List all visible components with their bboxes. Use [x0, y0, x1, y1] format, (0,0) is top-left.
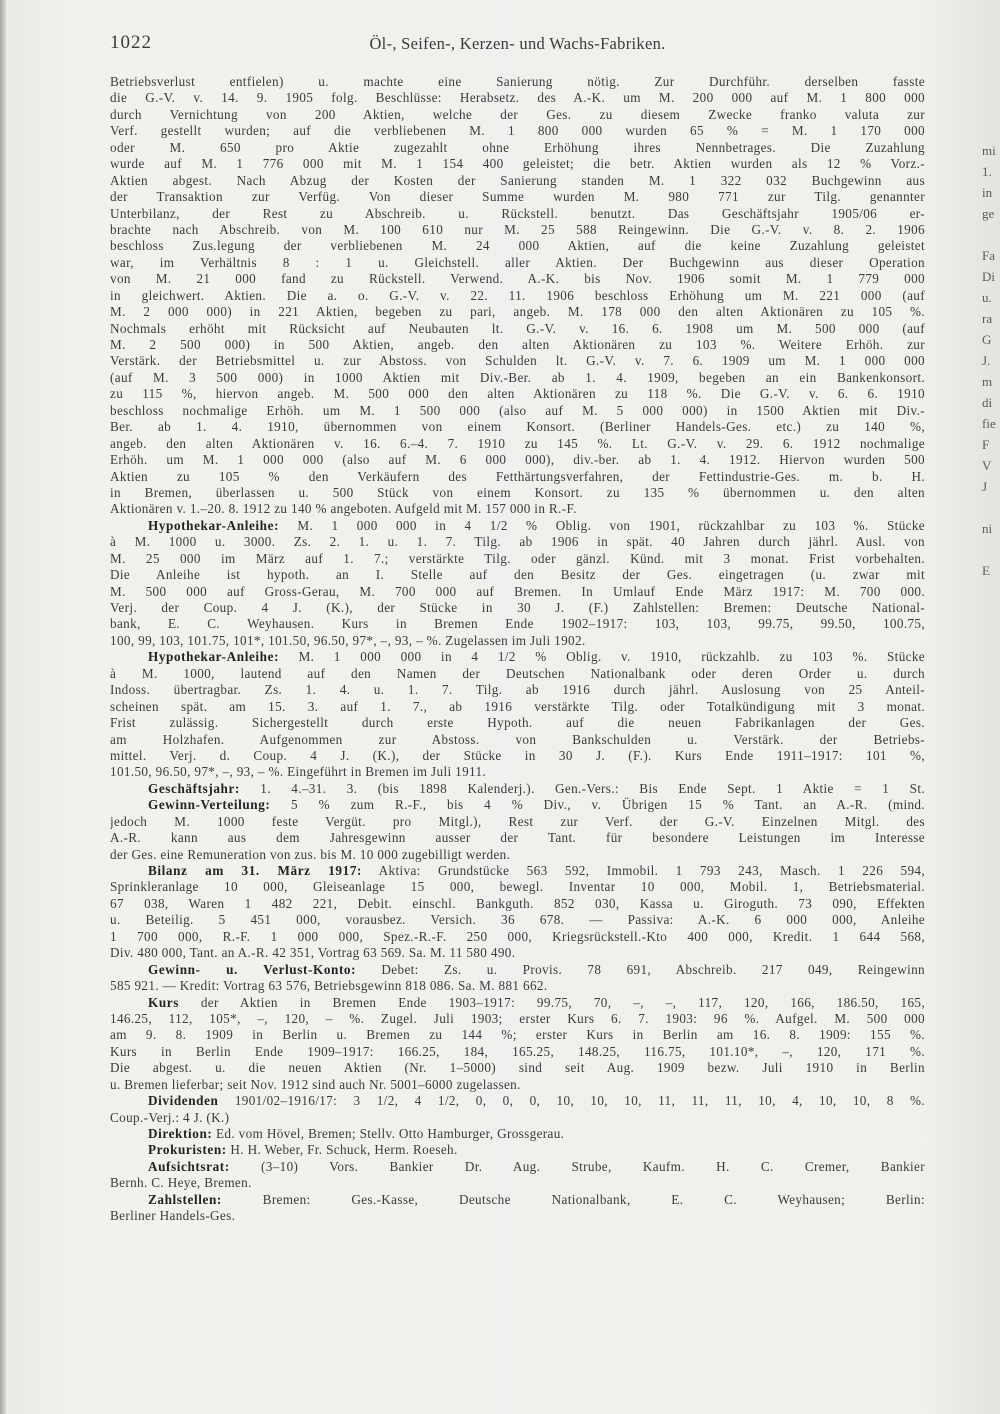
line-text: Ed. vom Hövel, Bremen; Stellv. Otto Hamburger, Grossgerau. — [216, 1126, 565, 1141]
text-line — [110, 534, 925, 550]
line-text: der Aktien in Bremen Ende 1903–1917: 99.75, 70, –, –, 117, 120, 166, 186.50, 165, — [200, 994, 925, 1010]
line-text: Verf. gestellt wurden; auf die verbliebenen M. 1 800 000 wurden 65 % = M. 1 170 000 — [110, 123, 925, 139]
text-line — [110, 238, 925, 254]
text-line — [110, 978, 925, 994]
line-text: Kurs in Berlin Ende 1909–1917: 166.25, 184, 165.25, 148.25, 116.75, 101.10*, –, 120, 171 %. — [110, 1043, 925, 1059]
bleed-fragment: ni — [982, 521, 993, 536]
section-label: Aufsichtsrat: — [148, 1158, 230, 1174]
line-text: 1. 4.–31. 3. (bis 1898 Kalenderj.). Gen.-Vers.: Bis Ende Sept. 1 Aktie = 1 St. — [260, 780, 925, 796]
text-line — [110, 156, 925, 172]
section-line — [110, 1142, 925, 1158]
bleed-fragment: F — [982, 437, 990, 452]
text-line — [110, 699, 925, 715]
line-text: brachte nach Abschreib. von M. 100 610 nur M. 25 588 Reingewinn. Die G.-V. v. 8. 2. 1906 — [110, 221, 925, 237]
text-line — [110, 370, 925, 386]
line-text: u. Beteilig. 5 451 000, vorausbez. Versich. 36 678. — Passiva: A.-K. 6 000 000, Anleihe — [110, 912, 925, 928]
line-text: Verj. der Coup. 4 J. (K.), der Stücke in 30 J. (F.) Zahlstellen: Bremen: Deutsche National- — [110, 600, 925, 615]
bleed-fragment: mi — [982, 143, 996, 158]
text-line — [110, 584, 925, 600]
line-text: der Transaktion zur Verfüg. Von dieser Summe wurden M. 980 771 zur Tilg. genannter — [110, 189, 925, 205]
line-text: Verstärk. der Betriebsmittel u. zur Abstoss. von Schulden lt. G.-V. v. 7. 6. 1909 um M. 1 000 000 — [110, 353, 925, 369]
section-line — [110, 962, 925, 978]
line-text: 1901/02–1916/17: 3 1/2, 4 1/2, 0, 0, 0, 10, 10, 10, 11, 11, 11, 10, 4, 10, 10, 8 %. — [234, 1093, 925, 1109]
line-text: Erhöh. um M. 1 000 000 (also auf M. 6 000 000), div.-ber. ab 1. 4. 1912. Hiervon wurden 500 — [110, 452, 925, 468]
text-line — [110, 255, 925, 271]
text-line — [110, 90, 925, 106]
text-line — [110, 501, 925, 517]
line-text: M. 2 500 000) in 500 Aktien, angeb. den alten Aktionären zu 103 %. Weitere Erhöh. zur — [110, 337, 925, 352]
text-line — [110, 271, 925, 287]
line-text: M. 500 000 auf Gross-Gerau, M. 700 000 auf Bremen. In Umlauf Ende März 1917: M. 700 000. — [110, 583, 925, 599]
text-line — [110, 321, 925, 337]
section-line — [110, 781, 925, 797]
text-line — [110, 1011, 925, 1027]
section-label: Bilanz am 31. März 1917: — [148, 863, 363, 878]
line-text: Bremen: Ges.-Kasse, Deutsche Nationalbank, E. C. Weyhausen; Berlin: — [262, 1191, 925, 1207]
bleed-fragment — [982, 224, 1000, 245]
line-text: 67 038, Waren 1 482 221, Debit. einschl. Bankguth. 852 030, Kassa u. Giroguth. 73 090, Effekten — [110, 895, 925, 911]
section-label: Kurs — [148, 994, 179, 1010]
line-text: beschloss Zus.legung der verbliebenen M. 24 000 Aktien, auf die keine Zuzahlung geleistet — [110, 238, 925, 254]
line-text: in gleichwert. Aktien. Die a. o. G.-V. v. 22. 11. 1906 beschloss Erhöhung um M. 221 000 (auf — [110, 287, 925, 303]
text-line — [110, 567, 925, 583]
text-line — [110, 764, 925, 780]
line-text: (3–10) Vors. Bankier Dr. Aug. Strube, Kaufm. H. C. Cremer, Bankier — [261, 1158, 925, 1174]
line-text: Aktien zu 105 % den Verkäufern des Fetthärtungsverfahren, der Fettindustrie-Ges. m. b. H. — [110, 468, 925, 484]
line-text: Sprinkleranlage 10 000, Gleiseanlage 15 000, bewegl. Inventar 10 000, Mobil. 1, Betriebsmaterial. — [110, 879, 925, 895]
bleed-fragment: Di — [982, 269, 995, 284]
bleed-fragment: m — [982, 374, 993, 389]
line-text: M. 1 000 000 in 4 1/2 % Oblig. v. 1910, rückzahlb. zu 103 %. Stücke — [298, 649, 925, 665]
line-text: à M. 1000 u. 3000. Zs. 2. 1. u. 1. 7. Tilg. ab 1906 in spät. 40 Jahren durch jährl. Ausl. von — [110, 534, 925, 550]
line-text: von M. 21 000 fand zu Rückstell. Verwend. A.-K. bis Nov. 1906 somit M. 1 779 000 — [110, 271, 925, 287]
line-text: jedoch M. 1000 feste Vergüt. pro Mitgl.), Rest zur Verf. der G.-V. Einzelnen Mitgl. des — [110, 813, 925, 829]
bleed-fragment: u. — [982, 290, 992, 305]
line-text: angeb. den alten Aktionären v. 16. 6.–4. 7. 1910 zu 145 %. Lt. G.-V. v. 29. 6. 1912 nochmalige — [110, 435, 925, 451]
line-text: Coup.-Verj.: 4 J. (K.) — [110, 1109, 230, 1125]
text-line — [110, 74, 925, 90]
line-text: Aktien abgest. Nach Abzug der Kosten der Sanierung standen M. 1 322 032 Buchgewinn aus — [110, 172, 925, 188]
book-gutter-shadow — [0, 0, 6, 1414]
text-line — [110, 189, 925, 205]
facing-page-bleed — [982, 140, 1000, 581]
line-text: durch Vernichtung von 200 Aktien, welche der Ges. zu diesem Zwecke franko valuta zur — [110, 106, 925, 122]
line-text: Aktiva: Grundstücke 563 592, Immobil. 1 793 243, Masch. 1 226 594, — [378, 863, 925, 878]
text-line — [110, 748, 925, 764]
section-label: Hypothekar-Anleihe: — [148, 517, 280, 533]
line-text: (auf M. 3 500 000) in 1000 Aktien mit Div.-Ber. ab 1. 4. 1909, begeben an ein Bankenkonsort. — [110, 369, 925, 385]
line-text: à M. 1000, lautend auf den Namen der Deutschen Nationalbank oder deren Order u. durch — [110, 665, 925, 681]
line-text: M. 1 000 000 in 4 1/2 % Oblig. von 1901, rückzahlbar zu 103 %. Stücke — [297, 517, 925, 533]
bleed-fragment: V — [982, 458, 992, 473]
text-line — [110, 912, 925, 928]
text-line — [110, 337, 925, 353]
text-line — [110, 666, 925, 682]
line-text: Unterbilanz, der Rest zu Abschreib. u. Rückstell. benutzt. Das Geschäftsjahr 1905/06 er- — [110, 205, 925, 221]
section-label: Hypothekar-Anleihe: — [148, 649, 280, 665]
line-text: Die Anleihe ist hypoth. an I. Stelle auf den Besitz der Ges. eingetragen (u. zwar mit — [110, 567, 925, 583]
page-header — [110, 32, 925, 58]
line-text: 101.50, 96.50, 97*, –, 93, – %. Eingeführt in Bremen im Juli 1911. — [110, 764, 487, 780]
text-line — [110, 1060, 925, 1076]
section-line — [110, 649, 925, 665]
text-line — [110, 222, 925, 238]
line-text: Bernh. C. Heye, Bremen. — [110, 1175, 252, 1191]
text-line — [110, 403, 925, 419]
text-line — [110, 896, 925, 912]
text-line — [110, 1027, 925, 1043]
text-line — [110, 304, 925, 320]
text-line — [110, 288, 925, 304]
text-line — [110, 436, 925, 452]
section-label: Gewinn-Verteilung: — [148, 797, 271, 813]
text-line — [110, 1175, 925, 1191]
text-line — [110, 1044, 925, 1060]
text-line — [110, 452, 925, 468]
bleed-fragment: G — [982, 332, 992, 347]
line-text: H. H. Weber, Fr. Schuck, Herm. Roeseh. — [230, 1142, 458, 1158]
bleed-fragment: J — [982, 479, 988, 494]
line-text: am Holzhafen. Aufgenommen zur Abstoss. von Bankschulden u. Verstärk. der Betriebs- — [110, 731, 925, 747]
text-line — [110, 830, 925, 846]
text-line — [110, 419, 925, 435]
text-line — [110, 469, 925, 485]
text-line — [110, 107, 925, 123]
text-line — [110, 847, 925, 863]
bleed-fragment: Fa — [982, 248, 995, 263]
line-text: M. 2 000 000) in 221 Aktien, begeben zu pari, angeb. M. 178 000 den alten Aktionären zu 105 %. — [110, 304, 925, 320]
line-text: Betriebsverlust entfielen) u. machte eine Sanierung nötig. Zur Durchführ. derselben fasste — [110, 74, 925, 89]
line-text: Ber. ab 1. 4. 1910, übernommen von einem Konsort. (Berliner Handels-Ges. etc.) zu 140 %, — [110, 419, 925, 435]
text-line — [110, 551, 925, 567]
line-text: Debet: Zs. u. Provis. 78 691, Abschreib. 217 049, Reingewinn — [381, 961, 925, 977]
bleed-fragment: di — [982, 395, 993, 410]
text-line — [110, 600, 925, 616]
line-text: der Ges. eine Remuneration von zus. bis M. 10 000 zugebilligt werden. — [110, 846, 511, 862]
section-label: Gewinn- u. Verlust-Konto: — [148, 961, 357, 977]
line-text: Berliner Handels-Ges. — [110, 1208, 236, 1224]
line-text: A.-R. kann aus dem Jahresgewinn ausser der Tant. für besondere Leistungen im Interesse — [110, 830, 925, 846]
line-text: zu 115 %, hiervon angeb. M. 500 000 den alten Aktionären zu 118 %. Die G.-V. v. 6. 6. 1910 — [110, 386, 925, 402]
line-text: u. Bremen lieferbar; seit Nov. 1912 sind auch Nr. 5001–6000 zugelassen. — [110, 1076, 521, 1092]
text-line — [110, 386, 925, 402]
bleed-fragment: ge — [982, 206, 995, 221]
bleed-fragment: J. — [982, 353, 991, 368]
bleed-fragment — [982, 497, 1000, 518]
line-text: die G.-V. v. 14. 9. 1905 folg. Beschlüsse: Herabsetz. des A.-K. um M. 200 000 auf M. 1 800 000 — [110, 90, 925, 106]
text-line — [110, 929, 925, 945]
line-text: wurde auf M. 1 776 000 mit M. 1 154 400 geleistet; die betr. Aktien wurden als 12 % Vorz.- — [110, 156, 925, 172]
text-line — [110, 173, 925, 189]
section-label: Zahlstellen: — [148, 1191, 222, 1207]
line-text: bank, E. C. Weyhausen. Kurs in Bremen Ende 1902–1917: 103, 103, 99.75, 99.50, 100.75, — [110, 616, 925, 632]
section-line — [110, 1093, 925, 1109]
section-line — [110, 863, 925, 879]
text-line — [110, 633, 925, 649]
bleed-fragment: 1. — [982, 164, 992, 179]
bleed-fragment — [982, 539, 1000, 560]
line-text: Frist zulässig. Sichergestellt durch erste Hypoth. auf die neuen Fabrikanlagen der Ges. — [110, 715, 925, 731]
line-text: 1 700 000, R.-F. 1 000 000, Spez.-R.-F. 250 000, Kriegsrückstell.-Kto 400 000, Kredit. 1 644 568, — [110, 928, 925, 944]
section-line — [110, 797, 925, 813]
line-text: Die abgest. u. die neuen Aktien (Nr. 1–5000) sind seit Aug. 1909 bezw. Juli 1910 in Berlin — [110, 1060, 925, 1076]
section-label: Dividenden — [148, 1093, 219, 1109]
line-text: in Bremen, überlassen u. 500 Stück von einem Konsort. zu 135 % übernommen u. den alten — [110, 484, 925, 500]
text-line — [110, 140, 925, 156]
text-line — [110, 682, 925, 698]
line-text: Indoss. übertragbar. Zs. 1. 4. u. 1. 7. Tilg. ab 1916 durch jährl. Auslosung von 25 Anteil- — [110, 682, 925, 698]
text-line — [110, 485, 925, 501]
text-line — [110, 353, 925, 369]
company-entry-text — [110, 74, 925, 1225]
line-text: am 9. 8. 1909 in Berlin u. Bremen zu 144 %; erster Kurs in Berlin am 16. 8. 1909: 155 %. — [110, 1027, 925, 1043]
text-line — [110, 715, 925, 731]
line-text: oder M. 650 pro Aktie zugezahlt ohne Erhöhung ihres Nennbetrages. Die Zuzahlung — [110, 139, 925, 155]
bleed-fragment: in — [982, 185, 993, 200]
line-text: Aktionären v. 1.–20. 8. 1912 zu 140 % angeboten. Aufgeld mit M. 157 000 in R.-F. — [110, 501, 577, 517]
section-line — [110, 518, 925, 534]
section-label: Direktion: — [148, 1126, 213, 1141]
section-label: Prokuristen: — [148, 1142, 227, 1158]
section-label: Geschäftsjahr: — [148, 780, 240, 796]
line-text: Nochmals erhöht mit Rücksicht auf Neubauten lt. G.-V. v. 16. 6. 1908 um M. 500 000 (auf — [110, 320, 925, 336]
section-line — [110, 1126, 925, 1142]
section-line — [110, 1159, 925, 1175]
line-text: 146.25, 112, 105*, –, 120, – %. Zugel. Juli 1903; erster Kurs 6. 7. 1903: 96 %. Aufgel. M. 500 000 — [110, 1010, 925, 1026]
text-line — [110, 616, 925, 632]
text-line — [110, 1110, 925, 1126]
section-line — [110, 995, 925, 1011]
line-text: scheinen spät. am 15. 3. auf 1. 7., ab 1916 verstärkte Tilg. oder Totalkündigung mit 3 monat. — [110, 698, 925, 714]
page-number: 1022 — [110, 32, 152, 53]
line-text: 585 921. — Kredit: Vortrag 63 576, Betriebsgewinn 818 086. Sa. M. 881 662. — [110, 978, 548, 994]
line-text: mittel. Verj. d. Coup. 4 J. (K.), der Stücke in 30 J. (F.). Kurs Ende 1911–1917: 101 %, — [110, 747, 925, 763]
line-text: war, im Verhältnis 8 : 1 u. Gleichstell. aller Aktien. Der Buchgewinn aus dieser Operation — [110, 254, 925, 270]
text-line — [110, 945, 925, 961]
line-text: beschloss nochmalige Erhöh. um M. 1 500 000 (also auf M. 5 000 000) in 1500 Aktien mit Div.- — [110, 402, 925, 418]
text-line — [110, 732, 925, 748]
line-text: 100, 99, 103, 101.75, 101*, 101.50, 96.50, 97*, –, 93, – %. Zugelassen im Juli 1902. — [110, 632, 586, 648]
section-line — [110, 1192, 925, 1208]
line-text: M. 25 000 im März auf 1. 7.; verstärkte Tilg. oder gänzl. Künd. mit 3 monat. Frist vorbehalten. — [110, 550, 925, 566]
bleed-fragment: ra — [982, 311, 993, 326]
text-line — [110, 814, 925, 830]
bleed-fragment: E — [982, 563, 990, 578]
text-line — [110, 1077, 925, 1093]
line-text: 5 % zum R.-F., bis 4 % Div., v. Übrigen 15 % Tant. an A.-R. (mind. — [291, 797, 925, 813]
running-head: Öl-, Seifen-, Kerzen- und Wachs-Fabriken. — [369, 34, 666, 53]
text-line — [110, 206, 925, 222]
text-line — [110, 123, 925, 139]
text-line — [110, 1208, 925, 1224]
text-line — [110, 879, 925, 895]
bleed-fragment: fie — [982, 416, 996, 431]
line-text: Div. 480 000, Tant. an A.-R. 42 351, Vortrag 63 569. Sa. M. 11 580 490. — [110, 945, 516, 961]
